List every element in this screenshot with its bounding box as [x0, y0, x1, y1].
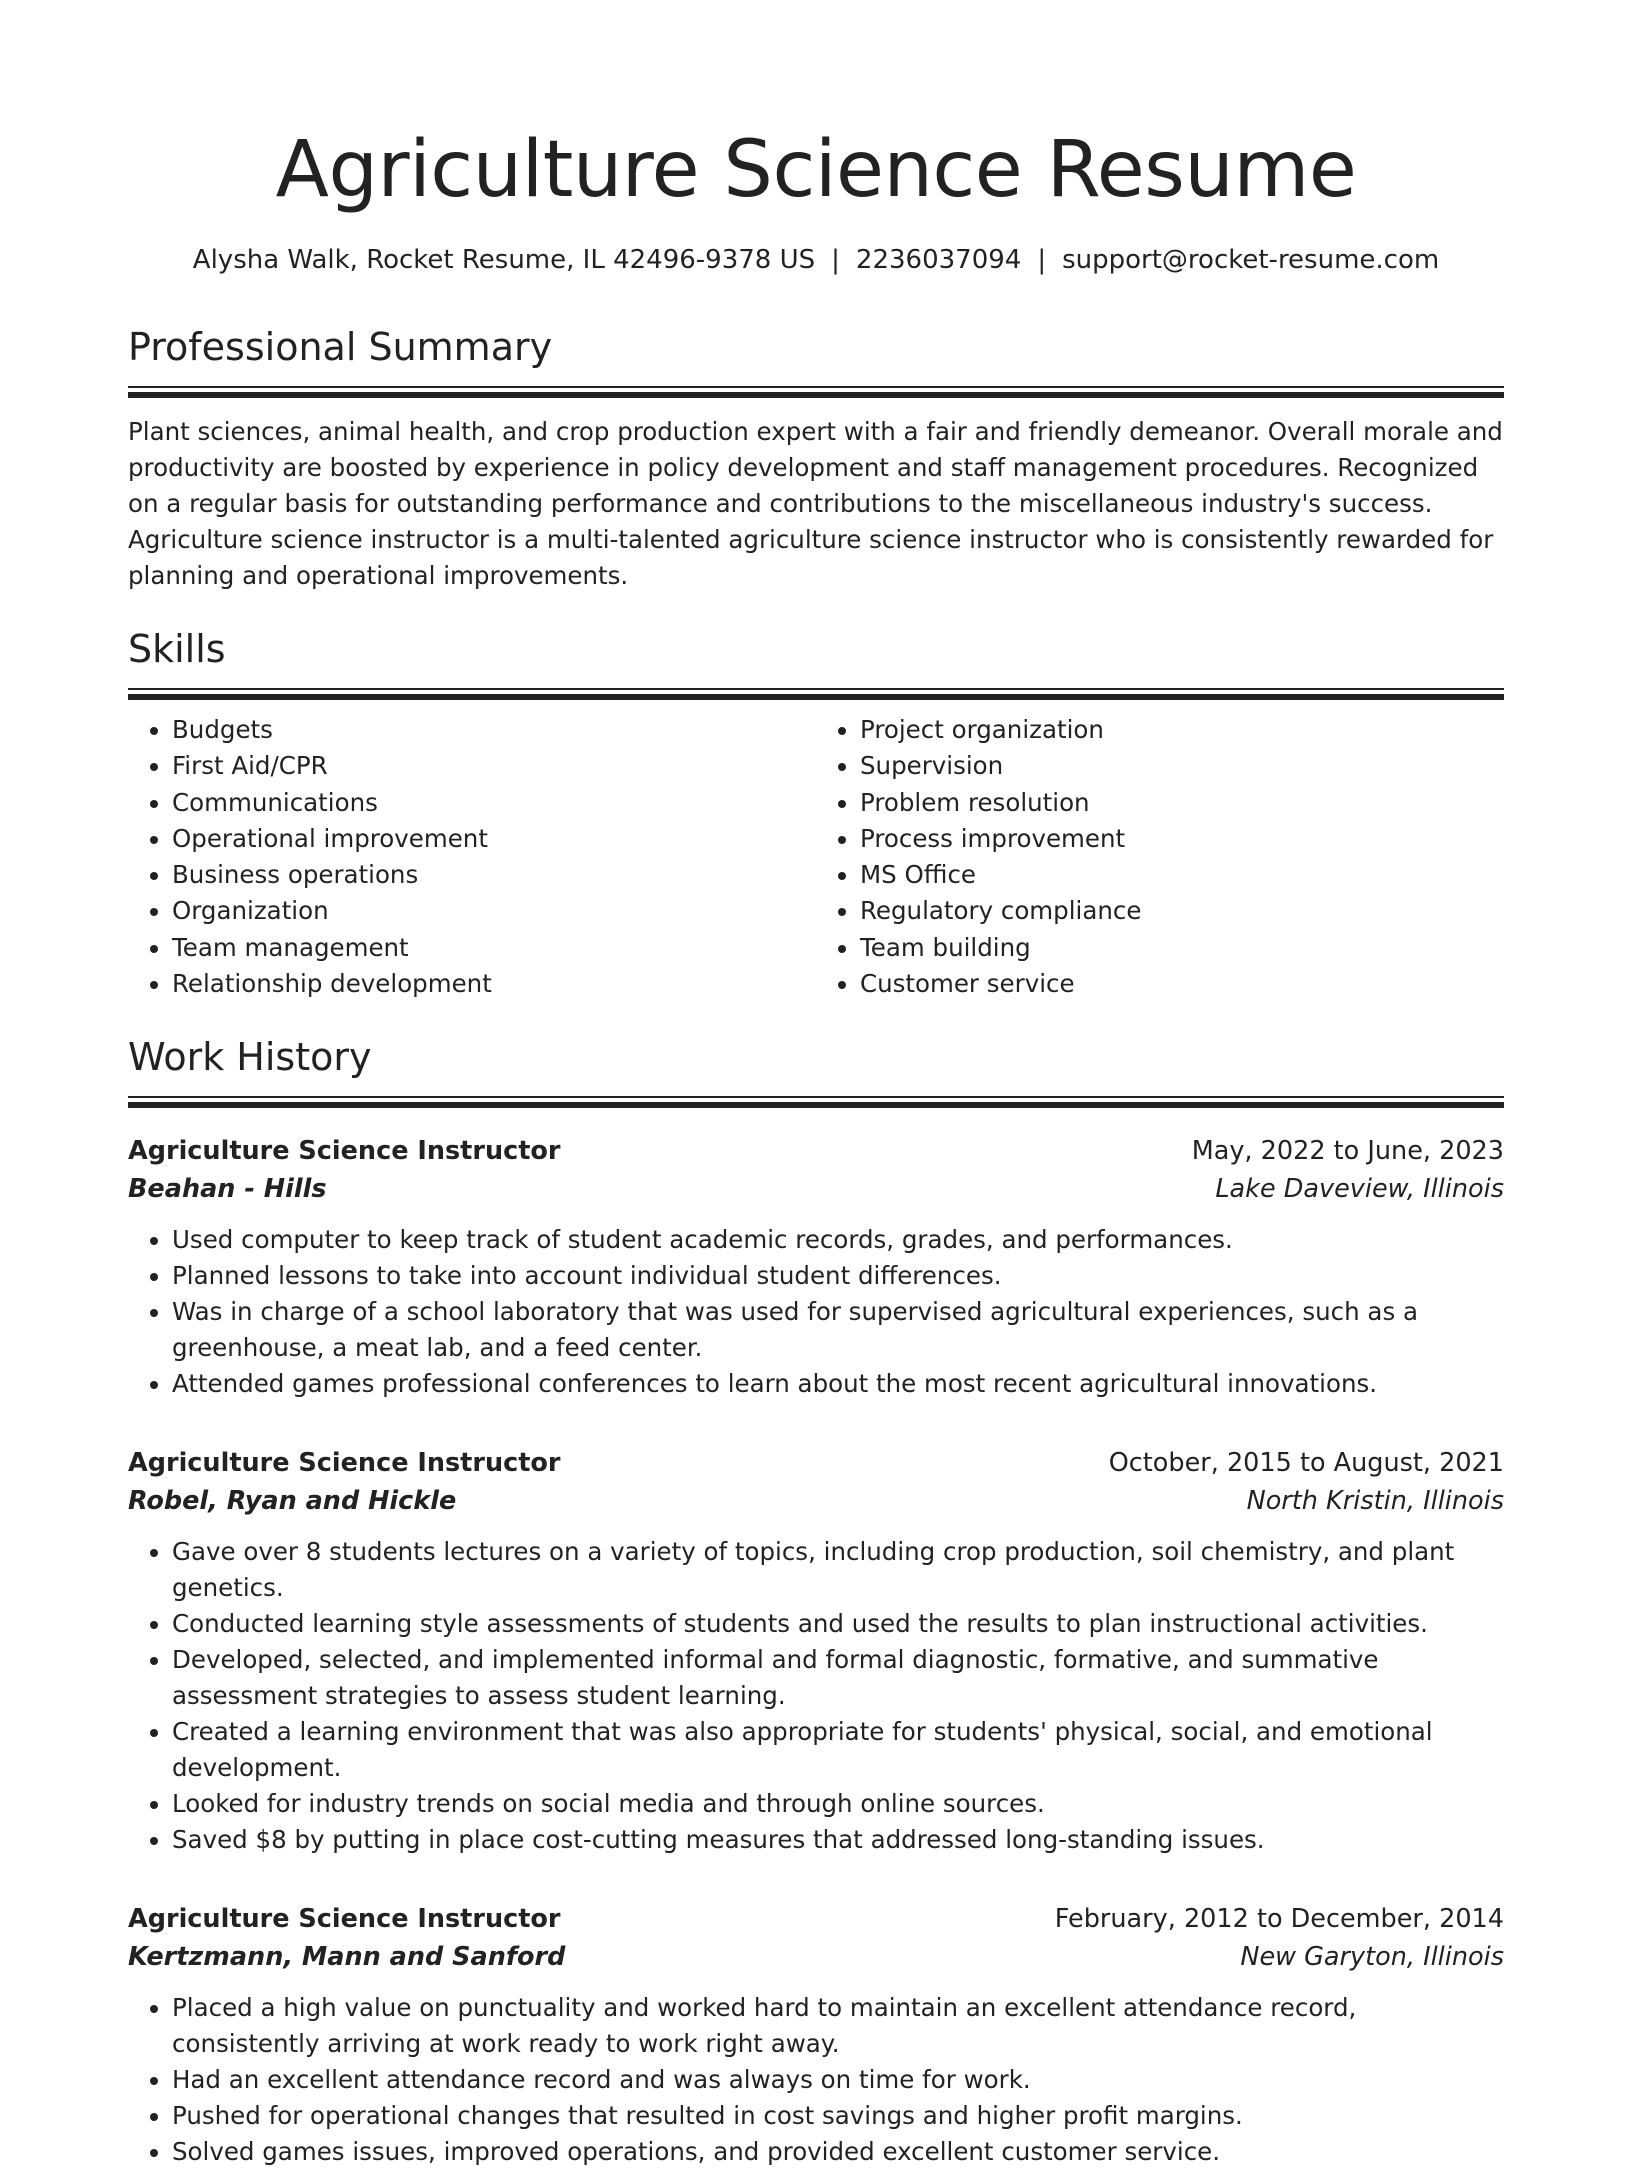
job-bullet: • Attended games professional conferences to learn about the most recent agricultural innovations.: [172, 1366, 1504, 1402]
job-dates: October, 2015 to August, 2021: [1108, 1448, 1504, 1479]
job-bullet: • Placed a high value on punctuality and worked hard to maintain an excellent attendance record, consistently arriving at work ready to work right away.: [172, 1990, 1504, 2062]
job-bullet: • Gave over 8 students lectures on a variety of topics, including crop production, soil chemistry, and plant genetics.: [172, 1534, 1504, 1606]
job-bullet: • Looked for industry trends on social media and through online sources.: [172, 1786, 1504, 1822]
resume-title: Agriculture Science Resume: [275, 125, 1357, 215]
job-title: Agriculture Science Instructor: [128, 1136, 561, 1167]
skill-item: • Budgets: [172, 712, 816, 748]
contact-email: support@rocket-resume.com: [1062, 245, 1440, 275]
job-entry: [128, 1900, 1504, 2170]
summary-text: Plant sciences, animal health, and crop production expert with a fair and friendly demeanor. Overall morale and productivity are boosted by experience in policy development and staff management procedures. Recognized on a regular basis for outstanding performance and contributions to the miscellaneous industry's success. Agriculture science instructor is a multi-talented agriculture science instructor who is consistently rewarded for planning and operational improvements.: [128, 417, 1503, 590]
work-history-section: [128, 1032, 1504, 2170]
section-heading-skills: Skills: [128, 627, 226, 671]
skill-item: • Business operations: [172, 857, 816, 893]
section-divider: [128, 688, 1504, 700]
job-location: New Garyton, Illinois: [1240, 1942, 1504, 1973]
skill-item: • Relationship development: [172, 966, 816, 1002]
job-dates: May, 2022 to June, 2023: [1191, 1136, 1504, 1167]
job-bullet: • Had an excellent attendance record and was always on time for work.: [172, 2062, 1504, 2098]
skill-item: • Operational improvement: [172, 821, 816, 857]
job-bullet-list: [128, 1222, 1504, 1402]
job-entry: [128, 1132, 1504, 1402]
skill-item: • Team management: [172, 930, 816, 966]
job-company: Beahan - Hills: [128, 1174, 327, 1205]
job-company: Kertzmann, Mann and Sanford: [128, 1942, 566, 1973]
section-divider: [128, 1096, 1504, 1108]
job-bullet: • Created a learning environment that was also appropriate for students' physical, social, and emotional development.: [172, 1714, 1504, 1786]
summary-section: [128, 322, 1504, 594]
skill-item: • First Aid/CPR: [172, 748, 816, 784]
job-dates: February, 2012 to December, 2014: [1054, 1904, 1504, 1935]
job-bullet-list: [128, 1990, 1504, 2170]
skill-item: • Process improvement: [860, 821, 1504, 857]
skill-item: • MS Office: [860, 857, 1504, 893]
skill-item: • Organization: [172, 893, 816, 929]
job-company: Robel, Ryan and Hickle: [128, 1486, 457, 1517]
skill-item: • Problem resolution: [860, 785, 1504, 821]
job-bullet: • Was in charge of a school laboratory that was used for supervised agricultural experiences, such as a greenhouse, a meat lab, and a feed center.: [172, 1294, 1504, 1366]
job-header-row: [128, 1444, 1504, 1482]
job-bullet: • Developed, selected, and implemented informal and formal diagnostic, formative, and summative assessment strategies to assess student learning.: [172, 1642, 1504, 1714]
job-header-row: [128, 1900, 1504, 1938]
skill-item: • Regulatory compliance: [860, 893, 1504, 929]
job-bullet: • Used computer to keep track of student academic records, grades, and performances.: [172, 1222, 1504, 1258]
job-employer-row: [128, 1170, 1504, 1208]
job-employer-row: [128, 1482, 1504, 1520]
contact-phone: 2236037094: [855, 245, 1022, 275]
skills-columns: [128, 712, 1504, 1002]
job-bullet: • Solved games issues, improved operations, and provided excellent customer service.: [172, 2134, 1504, 2170]
job-bullet: • Conducted learning style assessments of students and used the results to plan instructional activities.: [172, 1606, 1504, 1642]
skill-item: • Customer service: [860, 966, 1504, 1002]
skill-item: • Project organization: [860, 712, 1504, 748]
section-heading-work-history: Work History: [128, 1035, 372, 1080]
job-bullet-list: [128, 1534, 1504, 1858]
job-title: Agriculture Science Instructor: [128, 1448, 561, 1479]
contact-line: [128, 242, 1504, 278]
job-bullet: • Pushed for operational changes that resulted in cost savings and higher profit margins.: [172, 2098, 1504, 2134]
job-location: Lake Daveview, Illinois: [1215, 1174, 1504, 1205]
skill-item: • Supervision: [860, 748, 1504, 784]
contact-address: Alysha Walk, Rocket Resume, IL 42496-9378 US: [192, 245, 816, 275]
contact-separator: |: [1037, 245, 1047, 275]
section-divider: [128, 386, 1504, 398]
section-heading-summary: Professional Summary: [128, 325, 553, 369]
job-bullet: • Planned lessons to take into account individual student differences.: [172, 1258, 1504, 1294]
job-location: North Kristin, Illinois: [1246, 1486, 1504, 1517]
skill-item: • Team building: [860, 930, 1504, 966]
job-title: Agriculture Science Instructor: [128, 1904, 561, 1935]
skills-section: [128, 624, 1504, 1002]
job-header-row: [128, 1132, 1504, 1170]
contact-separator: |: [831, 245, 840, 275]
job-bullet: • Saved $8 by putting in place cost-cutting measures that addressed long-standing issues.: [172, 1822, 1504, 1858]
skill-item: • Communications: [172, 785, 816, 821]
job-entry: [128, 1444, 1504, 1858]
job-employer-row: [128, 1938, 1504, 1976]
skills-list-left: [128, 712, 816, 1002]
skills-list-right: [816, 712, 1504, 1002]
